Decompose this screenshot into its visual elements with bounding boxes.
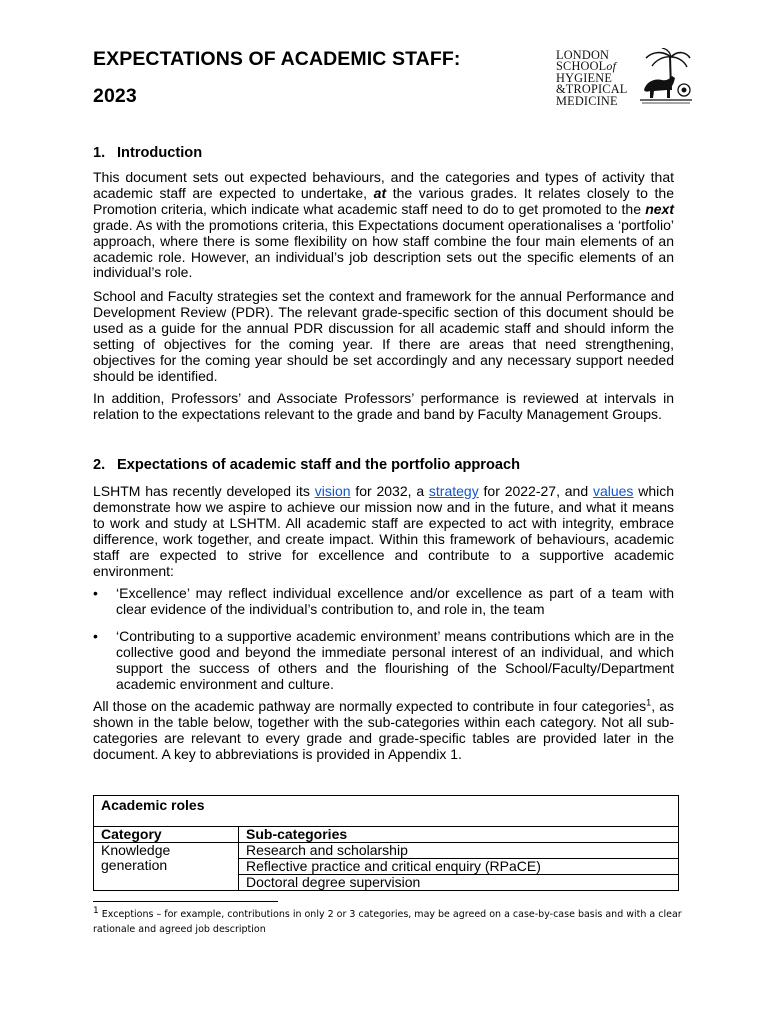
expectations-paragraph-1: LSHTM has recently developed its vision for 2032, a strategy for 2022-27, and values which demonstrate how we aspire to achieve our mission now and in the future, and what it means to work and study at LSHTM. All academic staff are expected to act with integrity, embrace difference, work together, and create impact. Within this framework of behaviours, academic staff are expected to strive for excellence and contribute to a supportive academic environment: <box>93 483 675 579</box>
footnote-text: Exceptions – for example, contributions in only 2 or 3 categories, may be agreed on a case-by-case basis and with a clear rationale and agreed job description <box>93 909 682 935</box>
strategy-link[interactable]: strategy <box>428 483 479 499</box>
logo-line-hygiene: HYGIENE <box>556 70 613 85</box>
title-line-main: EXPECTATIONS OF ACADEMIC STAFF: <box>93 48 461 70</box>
footnote-divider <box>93 901 278 902</box>
logo-line-school: SCHOOLof <box>556 59 617 74</box>
table-title-cell: Academic roles <box>94 796 679 827</box>
logo-line-london: LONDON <box>556 48 610 62</box>
footnote <box>93 907 693 937</box>
logo-line-tropical: &TROPICAL <box>556 82 628 97</box>
table-row <box>94 827 679 843</box>
lshtm-crest-icon <box>640 48 692 108</box>
list-item: • ‘Contributing to a supportive academic environment’ means contributions which are in the collective good and beyond the immediate personal interest of an individual, and which support the success of others and the flourishing of the School/Faculty/Department academic environment and culture. <box>93 627 674 692</box>
intro-paragraph-2: School and Faculty strategies set the context and framework for the annual Performance and Development Review (PDR). The relevant grade-specific section of this document should be used as a guide for the annual PDR discussion for all academic staff and should inform the setting of objectives for the coming year. If there are areas that need strengthening, objectives for the coming year should be set accordingly and any necessary support needed should be identified. <box>93 288 674 384</box>
footnote-marker: 1 <box>93 905 99 916</box>
lshtm-logo <box>556 50 696 110</box>
column-header-subcategories: Sub-categories <box>239 827 679 843</box>
values-link[interactable]: values <box>592 483 634 499</box>
title-line-year: 2023 <box>93 85 137 107</box>
section-heading-introduction: 1. Introduction <box>93 145 203 161</box>
column-header-category: Category <box>94 827 239 843</box>
logo-wordmark <box>556 50 628 107</box>
document-title <box>93 48 460 108</box>
category-cell: Knowledge generation <box>94 843 239 891</box>
logo-line-medicine: MEDICINE <box>556 93 618 108</box>
expectations-bullet-list <box>93 586 674 692</box>
list-item: • ‘Excellence’ may reflect individual excellence and/or excellence as part of a team with clear evidence of the individual’s contribution to, and role in, the team <box>93 585 674 617</box>
bullet-icon: • <box>93 627 98 644</box>
subcategory-cell: Reflective practice and critical enquiry (RPaCE) <box>239 859 679 875</box>
intro-paragraph-1: This document sets out expected behaviours, and the categories and types of activity that academic staff are expected to undertake, at the various grades. It relates closely to the Promotion criteria, which indicate what academic staff need to do to get promoted to the next grade. As with the promotions criteria, this Expectations document operationalises a ‘portfolio’ approach, where there is some flexibility on how staff combine the four main elements of an academic role. However, an individual’s job description sets out the specific elements of an individual’s role. <box>93 169 674 281</box>
subcategory-cell: Research and scholarship <box>239 843 679 859</box>
academic-roles-table <box>93 795 679 891</box>
subcategory-cell: Doctoral degree supervision <box>239 875 679 891</box>
section-heading-expectations: 2. Expectations of academic staff and the portfolio approach <box>93 457 521 473</box>
expectations-paragraph-2: All those on the academic pathway are normally expected to contribute in four categories$^1$, as shown in the table below, together with the sub-categories within each category. Not all sub-categories are relevant to every grade and grade-specific tables are provided later in the document. A key to abbreviations is provided in Appendix 1. <box>93 697 674 762</box>
footnote-reference[interactable]: 1 <box>646 697 652 708</box>
table-row <box>94 796 679 827</box>
intro-paragraph-3: In addition, Professors’ and Associate Professors’ performance is reviewed at intervals in relation to the expectations relevant to the grade and band by Faculty Management Groups. <box>93 390 674 422</box>
vision-link[interactable]: vision <box>314 483 351 499</box>
table-row <box>94 843 679 859</box>
bullet-icon: • <box>93 585 98 601</box>
